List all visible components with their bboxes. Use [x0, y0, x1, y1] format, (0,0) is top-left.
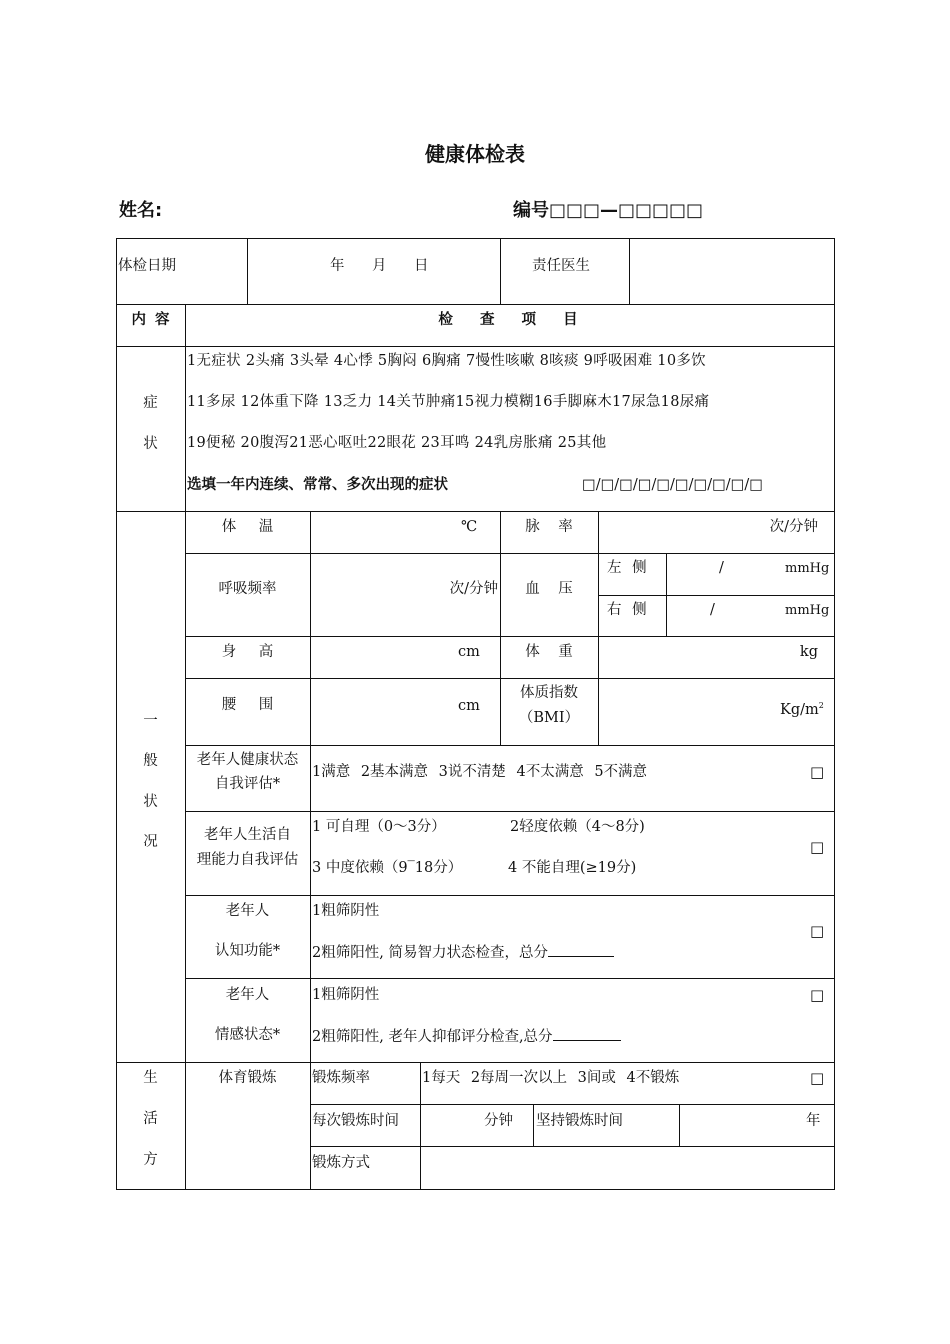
row-divider — [310, 1146, 835, 1147]
emotion-label: 老年人 — [225, 987, 270, 1003]
cognitive-option-2-text: 2粗筛阳性, 简易智力状态检查，总分 — [312, 945, 548, 961]
row-divider — [116, 304, 835, 305]
height-unit: cm — [458, 644, 480, 660]
exercise-method-label: 锻炼方式 — [312, 1155, 370, 1171]
col-divider — [666, 553, 667, 636]
health-status-checkbox[interactable]: □ — [810, 763, 825, 781]
bmi-unit-sup: 2 — [818, 701, 824, 710]
symptom-side-char: 症 — [143, 395, 158, 411]
general-side-char: 般 — [143, 753, 158, 769]
page-title: 健康体检表 — [425, 142, 525, 166]
health-status-label: 老年人健康状态 — [196, 752, 299, 768]
cognitive-option-1: 1粗筛阴性 — [312, 903, 380, 919]
emotion-option-1: 1粗筛阴性 — [312, 987, 380, 1003]
health-status-label-2: 自我评估* — [214, 776, 281, 792]
emotion-option-2 — [312, 1026, 621, 1046]
lifestyle-side-char: 方 — [143, 1152, 158, 1168]
row-divider — [185, 895, 835, 896]
pulse-label: 脉 率 — [525, 519, 573, 535]
col-divider — [629, 238, 630, 304]
exercise-time-unit: 分钟 — [484, 1113, 513, 1129]
bmi-unit — [780, 697, 824, 719]
bp-right-label: 右 侧 — [607, 602, 647, 618]
exercise-frequency-label: 锻炼频率 — [312, 1070, 370, 1086]
row-divider — [185, 811, 835, 812]
row-divider — [310, 1104, 835, 1105]
bp-right-slash: / — [710, 602, 715, 618]
exercise-frequency-checkbox[interactable]: □ — [810, 1069, 825, 1087]
day-label: 日 — [414, 258, 429, 274]
col-divider — [500, 238, 501, 304]
bp-left-slash: / — [719, 560, 724, 576]
emotion-option-2-text: 2粗筛阳性, 老年人抑郁评分检查,总分 — [312, 1029, 553, 1045]
col-divider — [185, 304, 186, 1190]
height-label: 身 高 — [221, 644, 274, 660]
bmi-label: 体质指数 — [520, 685, 578, 701]
exercise-persist-label: 坚持锻炼时间 — [536, 1113, 623, 1129]
temperature-label: 体 温 — [221, 519, 274, 535]
temperature-unit: ℃ — [461, 519, 478, 535]
self-care-checkbox[interactable]: □ — [810, 838, 825, 856]
symptom-line-1: 1无症状 2头痛 3头晕 4心悸 5胸闷 6胸痛 7慢性咳嗽 8咳痰 9呼吸困难 10多饮 — [187, 353, 706, 369]
general-side-char: 状 — [143, 794, 158, 810]
self-care-option-4: 4 不能自理(≥19分) — [508, 860, 637, 876]
row-divider — [598, 595, 835, 596]
symptom-line-3: 19便秘 20腹泻21恶心呕吐22眼花 23耳鸣 24乳房胀痛 25其他 — [187, 435, 607, 451]
name-label: 姓名: — [119, 200, 163, 221]
cognitive-label: 老年人 — [225, 903, 270, 919]
col-divider — [310, 1062, 311, 1190]
emotion-label-2: 情感状态* — [214, 1027, 281, 1043]
bp-left-label: 左 侧 — [607, 560, 647, 576]
waist-label: 腰 围 — [221, 697, 274, 713]
number-label: 编号□□□—□□□□□ — [513, 200, 704, 221]
doctor-label: 责任医生 — [532, 258, 590, 274]
respiration-unit: 次/分钟 — [449, 581, 498, 597]
exam-date-label: 体检日期 — [118, 258, 176, 274]
symptom-instruction: 选填一年内连续、常常、多次出现的症状 — [187, 477, 448, 493]
weight-label: 体 重 — [525, 644, 573, 660]
exercise-label: 体育锻炼 — [218, 1070, 277, 1086]
general-side-char: 一 — [143, 713, 158, 729]
emotion-checkbox[interactable]: □ — [810, 986, 825, 1004]
self-care-option-3: 3 中度依赖（9‾18分） — [312, 860, 463, 876]
cognitive-option-2 — [312, 942, 614, 962]
col-divider — [679, 1104, 680, 1146]
bp-right-unit: mmHg — [785, 603, 830, 618]
blood-pressure-label: 血 压 — [525, 581, 573, 597]
lifestyle-side-char: 生 — [143, 1070, 158, 1086]
emotion-score-blank[interactable] — [553, 1026, 621, 1041]
exercise-persist-unit: 年 — [806, 1113, 821, 1129]
symptom-side-char: 状 — [143, 436, 158, 452]
symptom-line-2: 11多尿 12体重下降 13乏力 14关节肿痛15视力模糊16手脚麻木17尿急18尿痛 — [187, 394, 710, 410]
cognitive-score-blank[interactable] — [548, 942, 614, 957]
content-header: 内 容 — [131, 311, 170, 328]
col-divider — [533, 1104, 534, 1146]
lifestyle-side-char: 活 — [143, 1111, 158, 1127]
self-care-option-1: 1 可自理（0～3分） — [312, 819, 446, 835]
row-divider — [116, 1062, 835, 1063]
row-divider — [185, 678, 835, 679]
exercise-frequency-options: 1每天 2每周一次以上 3间或 4不锻炼 — [422, 1070, 680, 1086]
bmi-unit-text: Kg/m — [780, 701, 819, 718]
symptom-checkboxes[interactable]: □/□/□/□/□/□/□/□/□/□ — [582, 477, 763, 493]
cognitive-checkbox[interactable]: □ — [810, 922, 825, 940]
month-label: 月 — [372, 258, 387, 274]
col-divider — [310, 511, 311, 1062]
weight-unit: kg — [799, 644, 818, 660]
self-care-label: 老年人生活自 — [204, 827, 291, 843]
self-care-label-2: 理能力自我评估 — [196, 852, 299, 868]
self-care-option-2: 2轻度依赖（4～8分) — [510, 819, 645, 835]
row-divider — [116, 346, 835, 347]
row-divider — [185, 745, 835, 746]
cognitive-label-2: 认知功能* — [214, 943, 281, 959]
pulse-unit: 次/分钟 — [769, 519, 818, 535]
waist-unit: cm — [458, 698, 480, 714]
row-divider — [185, 978, 835, 979]
health-status-options: 1满意 2基本满意 3说不清楚 4不太满意 5不满意 — [312, 764, 648, 780]
bmi-label-abbr: （BMI） — [518, 710, 580, 726]
col-divider — [598, 511, 599, 745]
items-header: 检 查 项 目 — [438, 311, 582, 328]
year-label: 年 — [330, 258, 345, 274]
col-divider — [247, 238, 248, 304]
row-divider — [116, 511, 835, 512]
bp-left-unit: mmHg — [785, 561, 830, 576]
respiration-label: 呼吸频率 — [218, 581, 277, 597]
col-divider — [420, 1062, 421, 1190]
exercise-time-label: 每次锻炼时间 — [312, 1113, 399, 1129]
general-side-char: 况 — [143, 834, 158, 850]
row-divider — [185, 553, 835, 554]
row-divider — [185, 636, 835, 637]
